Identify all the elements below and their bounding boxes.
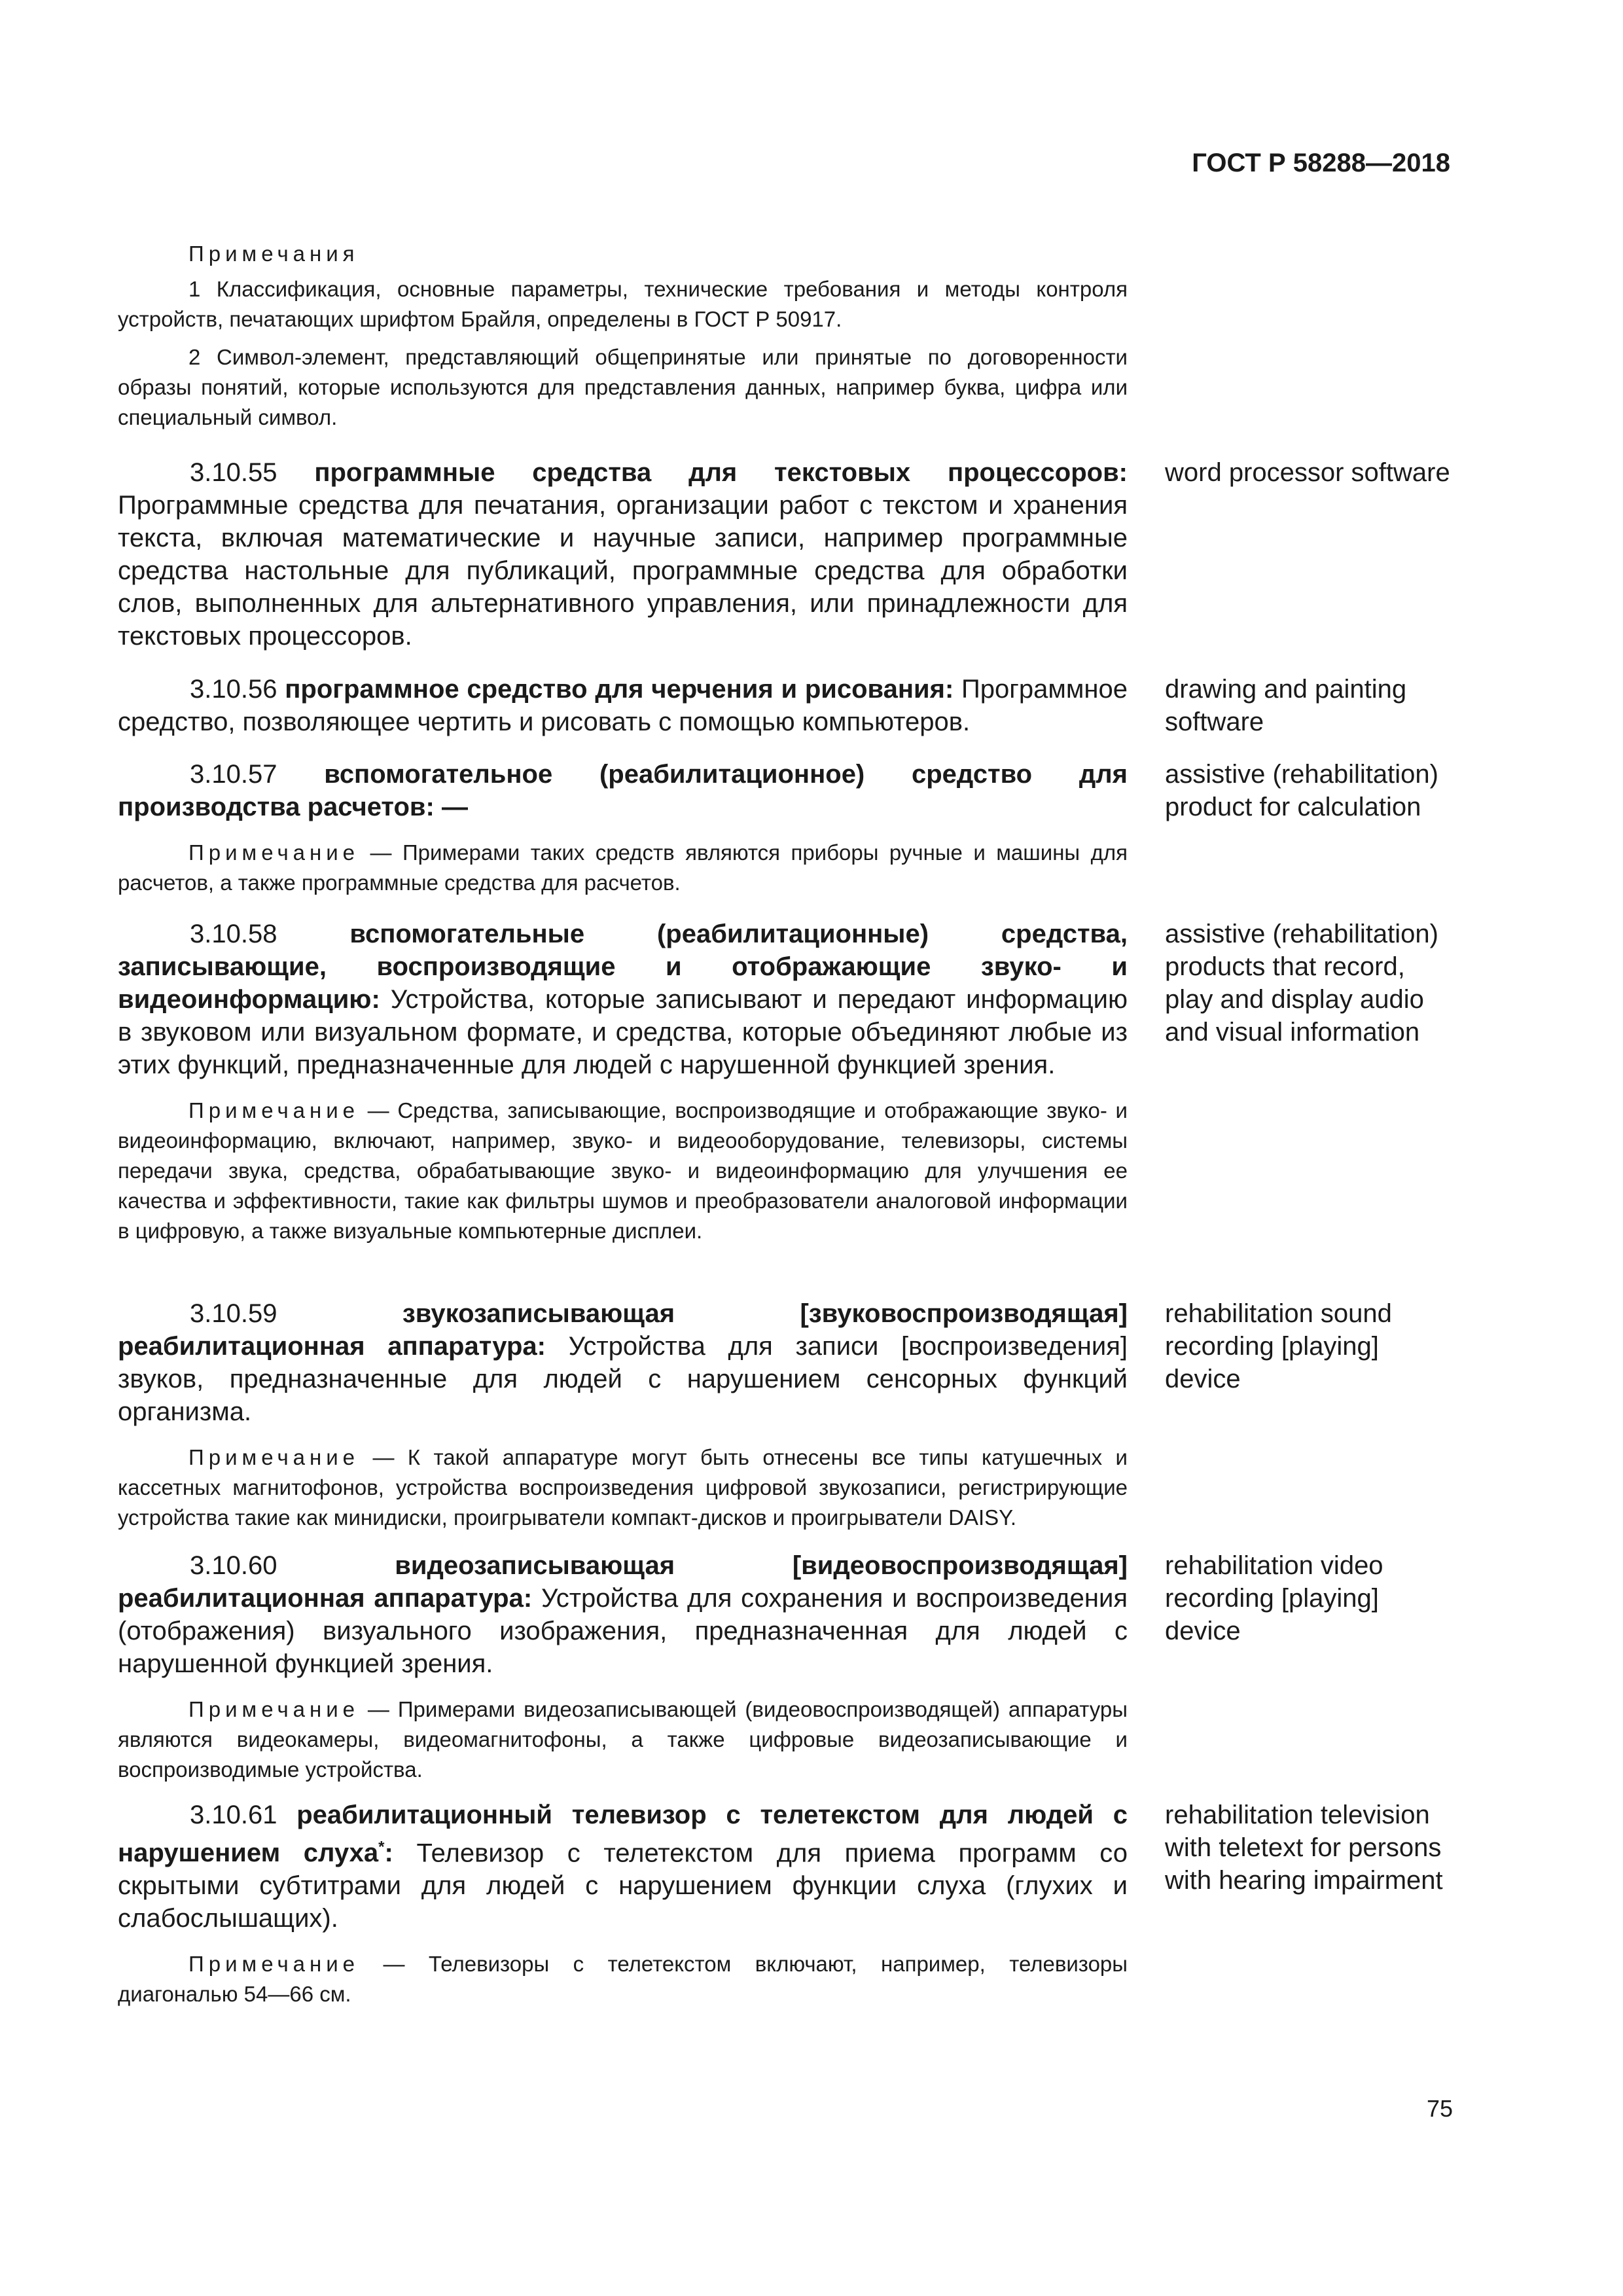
entry-3-10-55 xyxy=(118,456,1128,653)
entry-definition: Устройства для сохранения и воспроизведения (отображения) визуального изображения, предназначенная для людей с нарушенной функцией зрения. xyxy=(118,1584,1128,1678)
entry-3-10-59 xyxy=(118,1297,1128,1533)
entry-number: 3.10.61 xyxy=(190,1801,277,1829)
english-term: rehabilitation video recording [playing] device xyxy=(1165,1551,1383,1645)
english-term: drawing and painting software xyxy=(1165,675,1407,736)
english-term: assistive (rehabilitation) product for calculation xyxy=(1165,760,1438,821)
note-label: Примечание xyxy=(188,1445,360,1469)
entry-number: 3.10.55 xyxy=(190,458,277,487)
entry-term: видеозаписывающая [видеовоспроизводящая] реабилитационная аппаратура: xyxy=(118,1551,1128,1613)
intro-notes-title: Примечания xyxy=(188,242,359,266)
entry-definition: Программное средство, позволяющее чертить и рисовать с помощью компьютеров. xyxy=(118,675,1128,736)
footnote-mark: * xyxy=(378,1839,385,1856)
english-term: rehabilitation sound recording [playing] device xyxy=(1165,1299,1392,1393)
entry-note: — Средства, записывающие, воспроизводящие и отображающие звуко- и видеоинформацию, включают, например, звуко- и видеооборудование, телевизоры, системы передачи звука, средства, обрабатывающие звуко- и видеоинформацию для улучшения ее качества и эффективности, такие как фильтры шумов и преобразователи аналоговой информации в цифровую, а также визуальные компьютерные дисплеи. xyxy=(118,1098,1128,1243)
entry-note: — Примерами видеозаписывающей (видеовоспроизводящей) аппаратуры являются видеокамеры, видеомагнитофоны, а также цифровые видеозаписывающие и воспроизводимые устройства. xyxy=(118,1697,1128,1782)
entry-note: — Примерами таких средств являются приборы ручные и машины для расчетов, а также программные средства для расчетов. xyxy=(118,840,1128,895)
entry-3-10-56 xyxy=(118,673,1128,738)
entry-number: 3.10.59 xyxy=(190,1299,277,1328)
entry-term: вспомогательные (реабилитационные) средства, записывающие, воспроизводящие и отображающие звуко- и видеоинформацию: xyxy=(118,920,1128,1014)
english-term: word processor software xyxy=(1165,458,1450,487)
entry-term: звукозаписывающая [звуковоспроизводящая] реабилитационная аппаратура: xyxy=(118,1299,1128,1361)
entry-term: вспомогательное (реабилитационное) средство для производства расчетов: — xyxy=(118,760,1128,821)
intro-note-item: 2 Символ-элемент, представляющий общепринятые или принятые по договоренности образы понятий, которые используются для представления данных, например буква, цифра или специальный символ. xyxy=(118,345,1128,429)
entry-term: программное средство для черчения и рисования: xyxy=(285,675,954,704)
entry-3-10-60 xyxy=(118,1549,1128,1785)
entry-number: 3.10.56 xyxy=(190,675,277,704)
english-term: assistive (rehabilitation) products that record, play and display audio and visual information xyxy=(1165,920,1438,1047)
intro-notes xyxy=(118,239,1128,433)
entry-number: 3.10.58 xyxy=(190,920,277,948)
entry-note: — Телевизоры с телетекстом включают, например, телевизоры диагональю 54—66 см. xyxy=(118,1952,1128,2007)
entry-note: — К такой аппаратуре могут быть отнесены все типы катушечных и кассетных магнитофонов, устройства воспроизведения цифровой звукозаписи, регистрирующие устройства такие как минидиски, проигрыватели компакт-дисков и проигрыватели DAISY. xyxy=(118,1445,1128,1530)
entry-number: 3.10.60 xyxy=(190,1551,277,1580)
note-label: Примечание xyxy=(188,1098,360,1122)
entry-3-10-57 xyxy=(118,758,1128,898)
entry-term: реабилитационный телевизор с телетекстом для людей с нарушением слуха xyxy=(118,1801,1128,1868)
english-term: rehabilitation television with teletext for persons with hearing impairment xyxy=(1165,1801,1443,1895)
entry-term: программные средства для текстовых процессоров: xyxy=(314,458,1128,487)
note-label: Примечание xyxy=(188,1697,360,1721)
entry-definition: Устройства, которые записывают и передают информацию в звуковом или визуальном формате, и средства, которые объединяют любые из этих функций, предназначенные для людей с нарушенной функцией зрения. xyxy=(118,985,1128,1079)
entry-definition: Телевизор с телетекстом для приема программ со скрытыми субтитрами для людей с нарушением функции слуха (глухих и слабослышащих). xyxy=(118,1839,1128,1933)
entry-definition: Устройства для записи [воспроизведения] звуков, предназначенные для людей с нарушением сенсорных функций организма. xyxy=(118,1332,1128,1426)
header-standard-code: ГОСТ Р 58288—2018 xyxy=(1192,149,1450,177)
entry-number: 3.10.57 xyxy=(190,760,277,789)
note-label: Примечание xyxy=(188,840,360,865)
entry-3-10-58 xyxy=(118,918,1128,1246)
intro-note-item: 1 Классификация, основные параметры, технические требования и методы контроля устройств, печатающих шрифтом Брайля, определены в ГОСТ Р 50917. xyxy=(118,277,1128,331)
page-number: 75 xyxy=(1426,2095,1453,2122)
entry-definition: Программные средства для печатания, организации работ с текстом и хранения текста, включая математические и научные записи, например программные средства настольные для публикаций, программные средства для обработки слов, выполненных для альтернативного управления, или принадлежности для текстовых процессоров. xyxy=(118,491,1128,651)
note-label: Примечание xyxy=(188,1952,360,1977)
entry-3-10-61 xyxy=(118,1799,1128,2009)
term-colon: : xyxy=(384,1839,393,1868)
